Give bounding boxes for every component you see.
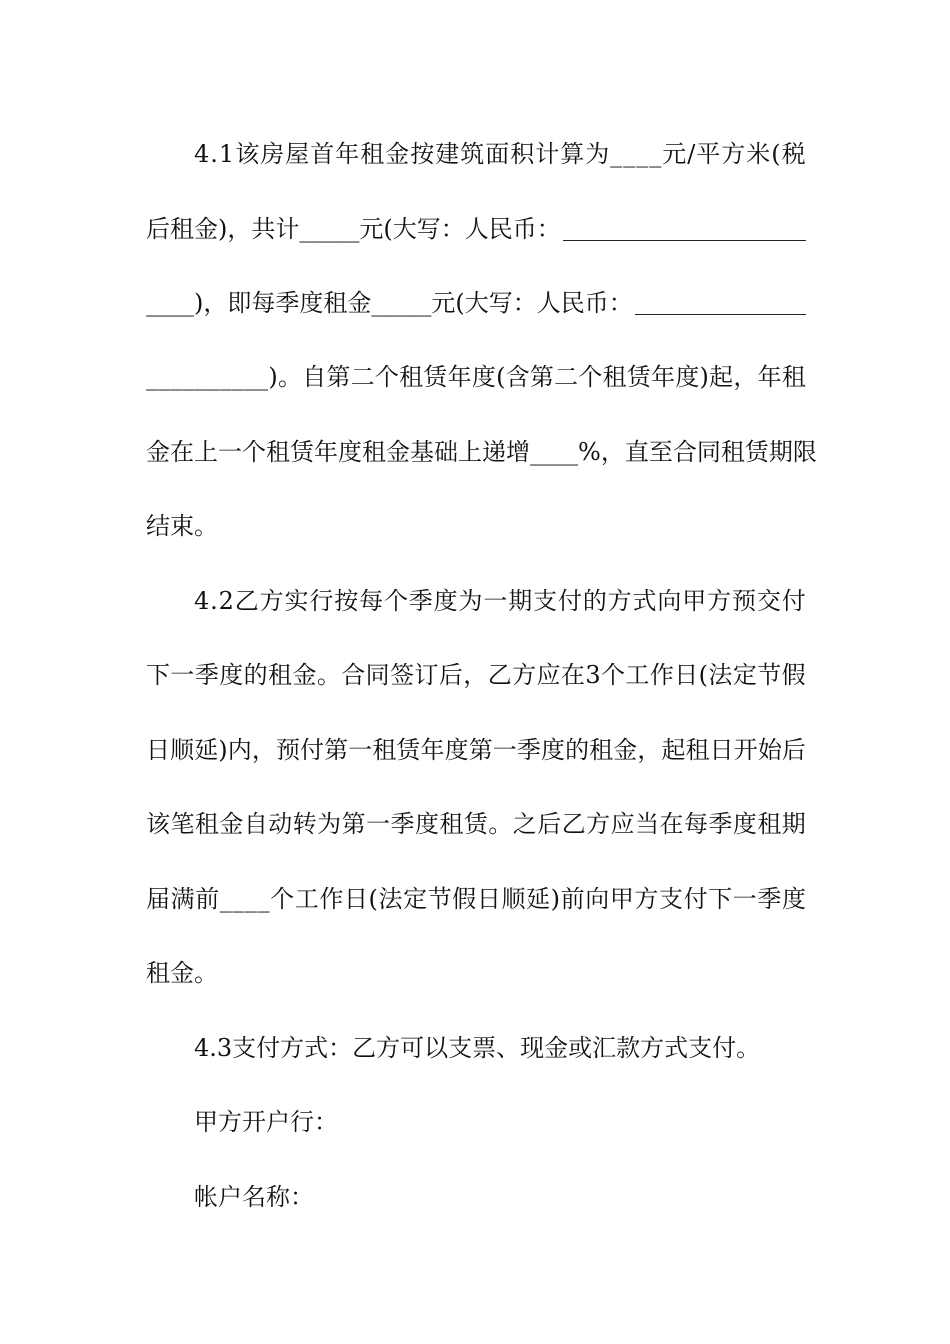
glyph: 年 (757, 363, 782, 391)
glyph: 定 (732, 661, 757, 689)
glyph: 合 (672, 438, 697, 466)
glyph: 度 (433, 587, 458, 615)
glyph: 付 (781, 587, 806, 615)
glyph: 在 (659, 810, 684, 838)
glyph: 下 (146, 661, 170, 689)
glyph: 一 (732, 885, 757, 913)
glyph: 同 (365, 661, 390, 689)
glyph: 定 (403, 885, 428, 913)
glyph: 下 (708, 885, 733, 913)
glyph: 算 (560, 140, 585, 168)
glyph: _ (232, 885, 245, 913)
account-name-label: 帐户名称： (194, 1183, 314, 1211)
paragraph-4-2-line-3 (146, 733, 806, 767)
glyph: 开 (733, 736, 758, 764)
glyph: 方 (259, 587, 284, 615)
glyph: 日 (709, 736, 734, 764)
glyph: 顺 (501, 885, 526, 913)
glyph: 为 (458, 587, 483, 615)
text-run: 后租金)，共计_____元(大写：人民币： (146, 215, 561, 243)
glyph: 金 (385, 140, 410, 168)
glyph: 租 (439, 810, 464, 838)
glyph: 后 (781, 736, 806, 764)
glyph: 每 (359, 587, 384, 615)
glyph: 第 (341, 810, 366, 838)
paragraph-4-1-line-6: 结束。 (146, 512, 218, 540)
glyph: 动 (268, 810, 293, 838)
glyph: 赁 (423, 363, 448, 391)
glyph: 甲 (609, 885, 634, 913)
glyph: 租 (720, 438, 745, 466)
glyph: 之 (512, 810, 537, 838)
glyph: 后 (537, 810, 562, 838)
glyph: 至 (648, 438, 673, 466)
glyph: _ (256, 363, 269, 391)
glyph: 租 (757, 810, 782, 838)
glyph: 起 (709, 363, 734, 391)
glyph: 赁 (463, 810, 488, 838)
glyph: 订 (414, 661, 439, 689)
glyph: 延 (526, 885, 551, 913)
glyph: 始 (757, 736, 782, 764)
glyph: 个 (374, 363, 399, 391)
glyph: 度 (781, 885, 806, 913)
glyph: _ (623, 140, 636, 168)
glyph: 个 (242, 438, 266, 466)
glyph: . (210, 140, 218, 168)
glyph: 个 (383, 587, 408, 615)
glyph: 方 (607, 587, 632, 615)
paragraph-4-2-line-5 (146, 882, 806, 916)
glyph: 假 (452, 885, 477, 913)
glyph: 方 (586, 810, 611, 838)
glyph: 年 (651, 363, 676, 391)
glyph: 支 (659, 885, 683, 913)
glyph: _ (182, 363, 195, 391)
glyph: 法 (708, 661, 733, 689)
glyph: 租 (194, 810, 219, 838)
glyph: 当 (635, 810, 660, 838)
glyph: 的 (582, 587, 607, 615)
glyph: ， (733, 363, 758, 391)
glyph: 季 (390, 810, 415, 838)
glyph: 二 (350, 363, 375, 391)
glyph: 年 (335, 140, 360, 168)
glyph: _ (231, 363, 244, 391)
glyph: 该 (235, 140, 260, 168)
glyph: 工 (294, 885, 319, 913)
glyph: ， (463, 661, 488, 689)
glyph: 3 (585, 661, 601, 689)
glyph: 4 (194, 587, 210, 615)
glyph: 支 (533, 587, 558, 615)
glyph: 同 (696, 438, 721, 466)
glyph: 付 (683, 885, 708, 913)
glyph: _ (170, 363, 183, 391)
glyph: 届 (146, 885, 170, 913)
glyph: 前 (560, 885, 585, 913)
glyph: 向 (585, 885, 610, 913)
glyph: 内 (227, 736, 252, 764)
glyph: 租 (268, 661, 293, 689)
glyph: 期 (781, 810, 806, 838)
glyph: _ (243, 363, 256, 391)
glyph: . (210, 587, 218, 615)
glyph: 度 (444, 736, 469, 764)
glyph: _ (257, 885, 270, 913)
glyph: 。 (488, 810, 513, 838)
glyph: 笔 (170, 810, 195, 838)
glyph: 为 (317, 810, 342, 838)
glyph: 金 (292, 661, 317, 689)
glyph: 方 (721, 140, 746, 168)
glyph: 预 (275, 736, 300, 764)
glyph: 后 (438, 661, 463, 689)
glyph: 直 (624, 438, 649, 466)
glyph: 方 (707, 587, 732, 615)
glyph: 一 (483, 587, 508, 615)
glyph: / (687, 140, 696, 168)
glyph: 转 (292, 810, 317, 838)
glyph: 计 (535, 140, 560, 168)
glyph: 基 (410, 438, 434, 466)
glyph: ) (218, 736, 228, 764)
glyph: _ (636, 140, 649, 168)
glyph: 租 (362, 438, 386, 466)
paragraph-4-1-line-4 (146, 360, 806, 394)
blank-underline (563, 218, 806, 241)
glyph: 按 (334, 587, 359, 615)
glyph: 递 (482, 438, 506, 466)
glyph: 金 (386, 438, 410, 466)
glyph: 赁 (744, 438, 769, 466)
glyph: _ (542, 438, 554, 466)
glyph: 应 (536, 661, 561, 689)
glyph: 积 (510, 140, 535, 168)
glyph: 季 (516, 736, 541, 764)
paragraph-4-1-line-1 (194, 137, 806, 171)
glyph: 础 (434, 438, 458, 466)
glyph: 个 (578, 363, 603, 391)
glyph: 度 (414, 810, 439, 838)
glyph: 期 (508, 587, 533, 615)
glyph: 年 (447, 363, 472, 391)
glyph: 季 (408, 587, 433, 615)
glyph: 度 (732, 810, 757, 838)
glyph: 年 (420, 736, 445, 764)
glyph: _ (554, 438, 566, 466)
glyph: 日 (343, 885, 368, 913)
glyph: 第 (468, 736, 493, 764)
glyph: 日 (146, 736, 170, 764)
paragraph-4-2-line-4 (146, 807, 806, 841)
glyph: 该 (146, 810, 170, 838)
glyph: 面 (485, 140, 510, 168)
glyph: _ (219, 885, 232, 913)
glyph: ) (550, 885, 561, 913)
glyph: 的 (565, 736, 590, 764)
glyph: 乙 (561, 810, 586, 838)
glyph: 金 (219, 810, 244, 838)
glyph: ) (268, 363, 278, 391)
glyph: 自 (243, 810, 268, 838)
glyph: 二 (554, 363, 579, 391)
glyph: ， (600, 438, 625, 466)
glyph: _ (207, 363, 220, 391)
glyph: 节 (757, 661, 782, 689)
glyph: 租 (372, 736, 397, 764)
glyph: 限 (792, 438, 817, 466)
glyph: 季 (194, 661, 219, 689)
glyph: 付 (557, 587, 582, 615)
glyph: 为 (585, 140, 610, 168)
blank-underline (635, 292, 806, 315)
glyph: 方 (512, 661, 537, 689)
glyph: _ (610, 140, 623, 168)
glyph: _ (244, 885, 257, 913)
glyph: 一 (366, 810, 391, 838)
glyph: 房 (260, 140, 285, 168)
glyph: 满 (170, 885, 195, 913)
glyph: 作 (649, 661, 674, 689)
glyph: 1 (218, 140, 235, 168)
glyph: 每 (683, 810, 708, 838)
glyph: 一 (492, 736, 517, 764)
glyph: 日 (476, 885, 501, 913)
glyph: 乙 (234, 587, 259, 615)
glyph: ) (699, 363, 709, 391)
glyph: 付 (300, 736, 325, 764)
glyph: 含 (505, 363, 530, 391)
glyph: 。 (277, 363, 302, 391)
glyph: 自 (302, 363, 327, 391)
glyph: 个 (270, 885, 295, 913)
glyph: 建 (435, 140, 460, 168)
glyph: 应 (610, 810, 635, 838)
glyph: 。 (316, 661, 341, 689)
glyph: _ (219, 363, 232, 391)
text-run: ____)，即每季度租金_____元(大写：人民币： (146, 289, 633, 317)
glyph: 实 (284, 587, 309, 615)
glyph: 方 (634, 885, 659, 913)
glyph: ( (771, 140, 781, 168)
glyph: 租 (266, 438, 290, 466)
glyph: 平 (696, 140, 721, 168)
glyph: ( (698, 661, 708, 689)
glyph: 合 (341, 661, 366, 689)
glyph: 季 (757, 885, 782, 913)
glyph: 期 (768, 438, 793, 466)
paragraph-4-2-line-1 (194, 584, 806, 618)
paragraph-4-2-line-2 (146, 658, 806, 692)
glyph: 节 (427, 885, 452, 913)
glyph: _ (566, 438, 578, 466)
glyph: 筑 (460, 140, 485, 168)
glyph: 行 (309, 587, 334, 615)
glyph: 元 (662, 140, 687, 168)
glyph: 4 (194, 140, 210, 168)
glyph: 预 (731, 587, 756, 615)
glyph: 度 (471, 363, 496, 391)
glyph: 赁 (396, 736, 421, 764)
paragraph-4-1-line-2 (146, 212, 806, 246)
glyph: 金 (146, 438, 170, 466)
glyph: 租 (399, 363, 424, 391)
glyph: ， (637, 736, 662, 764)
glyph: ( (368, 885, 378, 913)
glyph: 米 (746, 140, 771, 168)
glyph: 假 (781, 661, 806, 689)
glyph: 的 (243, 661, 268, 689)
glyph: 第 (324, 736, 349, 764)
glyph: 延 (194, 736, 219, 764)
glyph: 前 (195, 885, 220, 913)
glyph: 赁 (626, 363, 651, 391)
glyph: 度 (675, 363, 700, 391)
glyph: 工 (625, 661, 650, 689)
paragraph-4-1-line-3 (146, 286, 806, 320)
glyph: _ (146, 363, 158, 391)
glyph: 2 (218, 587, 234, 615)
glyph: 日 (674, 661, 699, 689)
paragraph-4-2-line-6: 租金。 (146, 959, 218, 987)
glyph: ， (251, 736, 276, 764)
glyph: 一 (170, 661, 195, 689)
glyph: % (578, 438, 601, 466)
glyph: 租 (602, 363, 627, 391)
glyph: 甲 (682, 587, 707, 615)
glyph: 交 (756, 587, 781, 615)
glyph: 租 (360, 140, 385, 168)
glyph: 金 (613, 736, 638, 764)
glyph: 第 (529, 363, 554, 391)
glyph: 租 (685, 736, 710, 764)
glyph: 一 (348, 736, 373, 764)
glyph: 赁 (290, 438, 314, 466)
glyph: 顺 (170, 736, 195, 764)
paragraph-4-1-line-5 (146, 435, 817, 469)
glyph: 首 (310, 140, 335, 168)
glyph: 年 (314, 438, 338, 466)
bank-label: 甲方开户行： (194, 1108, 338, 1136)
glyph: 度 (540, 736, 565, 764)
glyph: 法 (378, 885, 403, 913)
glyph: 一 (218, 438, 242, 466)
glyph: 税 (781, 140, 806, 168)
glyph: 作 (319, 885, 344, 913)
glyph: 乙 (487, 661, 512, 689)
glyph: 起 (661, 736, 686, 764)
glyph: 上 (194, 438, 218, 466)
glyph: 向 (657, 587, 682, 615)
glyph: 度 (338, 438, 362, 466)
glyph: _ (158, 363, 171, 391)
glyph: 租 (781, 363, 806, 391)
glyph: 上 (458, 438, 482, 466)
glyph: 签 (390, 661, 415, 689)
glyph: _ (530, 438, 542, 466)
glyph: 按 (410, 140, 435, 168)
glyph: 增 (506, 438, 530, 466)
paragraph-4-3: 4.3支付方式：乙方可以支票、现金或汇款方式支付。 (194, 1034, 761, 1062)
glyph: 个 (601, 661, 625, 689)
glyph: 式 (632, 587, 657, 615)
glyph: 屋 (285, 140, 310, 168)
glyph: 在 (170, 438, 194, 466)
glyph: 在 (560, 661, 585, 689)
glyph: 度 (219, 661, 244, 689)
glyph: ( (496, 363, 506, 391)
glyph: _ (194, 363, 207, 391)
glyph: _ (649, 140, 662, 168)
glyph: 季 (708, 810, 733, 838)
glyph: 租 (589, 736, 614, 764)
glyph: 第 (326, 363, 351, 391)
